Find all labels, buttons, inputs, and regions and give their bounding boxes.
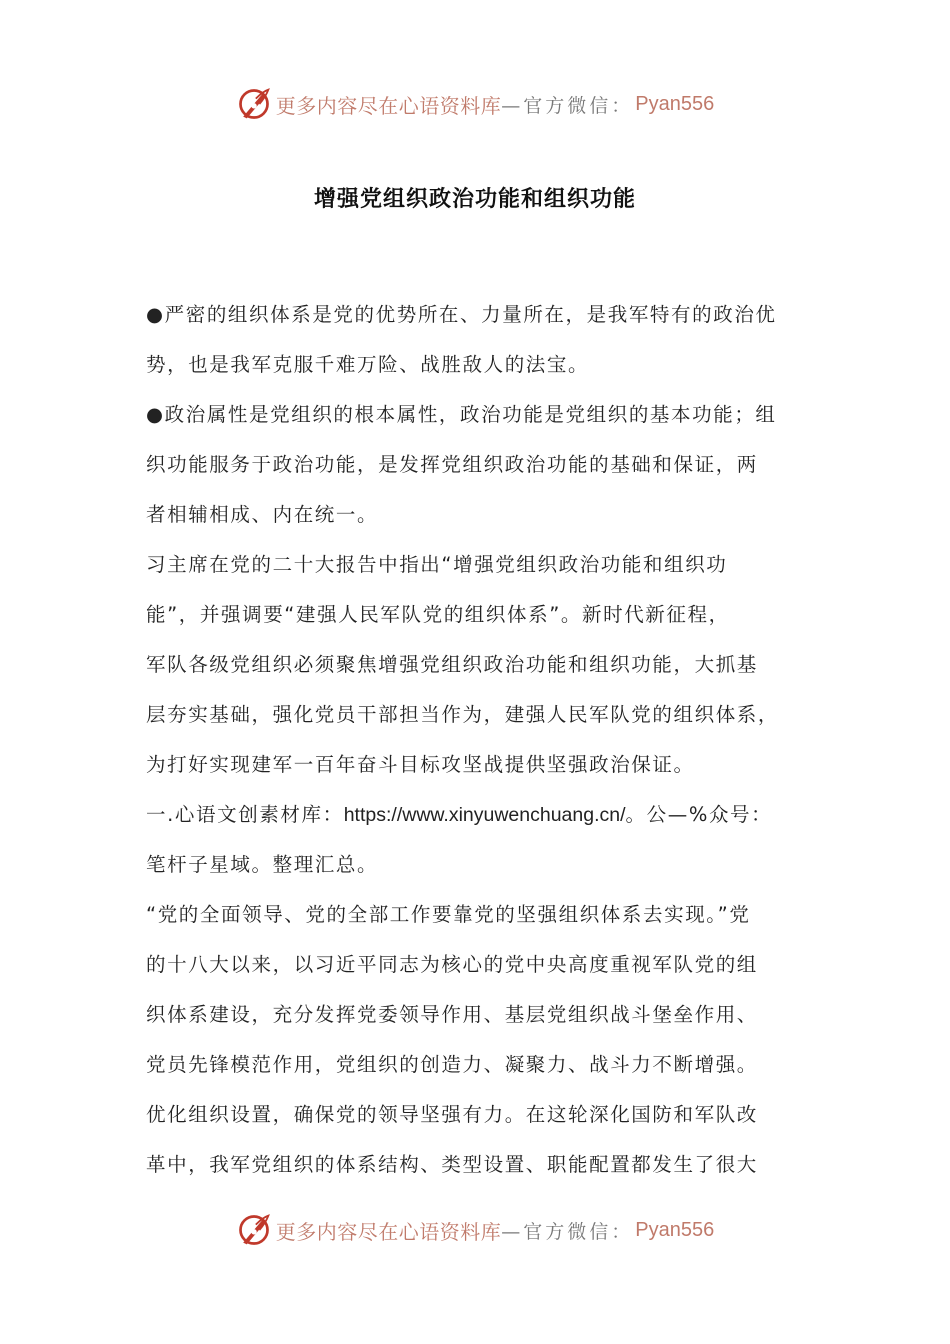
body-line: 者相辅相成、内在统一。: [146, 503, 379, 526]
banner-wechat-id: Pyan556: [635, 1218, 715, 1241]
body-line: 的十八大以来，以习近平同志为核心的党中央高度重视军队党的组: [146, 953, 758, 976]
document-body: [146, 290, 826, 1190]
banner-wechat-id: Pyan556: [635, 92, 715, 115]
body-line: 党员先锋模范作用，党组织的创造力、凝聚力、战斗力不断增强。: [146, 1053, 758, 1076]
banner-tagline: 更多内容尽在心语资料库: [275, 1219, 502, 1244]
banner-wechat-label: —官方微信：: [501, 1220, 634, 1243]
body-line: 优化组织设置，确保党的领导坚强有力。在这轮深化国防和军队改: [146, 1103, 758, 1126]
quill-logo-icon: [236, 1212, 272, 1248]
banner-tagline: 更多内容尽在心语资料库: [275, 93, 502, 118]
source-prefix: 一.心语文创素材库：: [146, 803, 344, 826]
document-title: 增强党组织政治功能和组织功能: [313, 187, 636, 212]
body-line: 习主席在党的二十大报告中指出“增强党组织政治功能和组织功: [146, 553, 728, 576]
body-line: 革中，我军党组织的体系结构、类型设置、职能配置都发生了很大: [146, 1153, 758, 1176]
body-line: 笔杆子星域。整理汇总。: [146, 853, 379, 876]
body-line: 织体系建设，充分发挥党委领导作用、基层党组织战斗堡垒作用、: [146, 1003, 758, 1026]
source-line: [146, 790, 826, 840]
source-suffix: 。公—%众号：: [625, 803, 773, 826]
header-banner: [0, 84, 950, 124]
body-line: 势，也是我军克服千难万险、战胜敌人的法宝。: [146, 353, 590, 376]
body-line: “党的全面领导、党的全部工作要靠党的坚强组织体系去实现。”党: [146, 903, 751, 926]
body-line: 能”，并强调要“建强人民军队党的组织体系”。新时代新征程，: [146, 603, 730, 626]
body-line: ●政治属性是党组织的根本属性，政治功能是党组织的基本功能；组: [146, 403, 777, 426]
quill-logo-icon: [236, 86, 272, 122]
body-line: 层夯实基础，强化党员干部担当作为，建强人民军队党的组织体系，: [146, 703, 780, 726]
body-line: 军队各级党组织必须聚焦增强党组织政治功能和组织功能，大抓基: [146, 653, 758, 676]
body-line: ●严密的组织体系是党的优势所在、力量所在，是我军特有的政治优: [146, 303, 777, 326]
body-line: 织功能服务于政治功能，是发挥党组织政治功能的基础和保证，两: [146, 453, 758, 476]
source-url-link[interactable]: https://www.xinyuwenchuang.cn/: [343, 804, 626, 826]
body-line: 为打好实现建军一百年奋斗目标攻坚战提供坚强政治保证。: [146, 753, 695, 776]
banner-wechat-label: —官方微信：: [501, 94, 634, 117]
footer-banner: [0, 1210, 950, 1250]
